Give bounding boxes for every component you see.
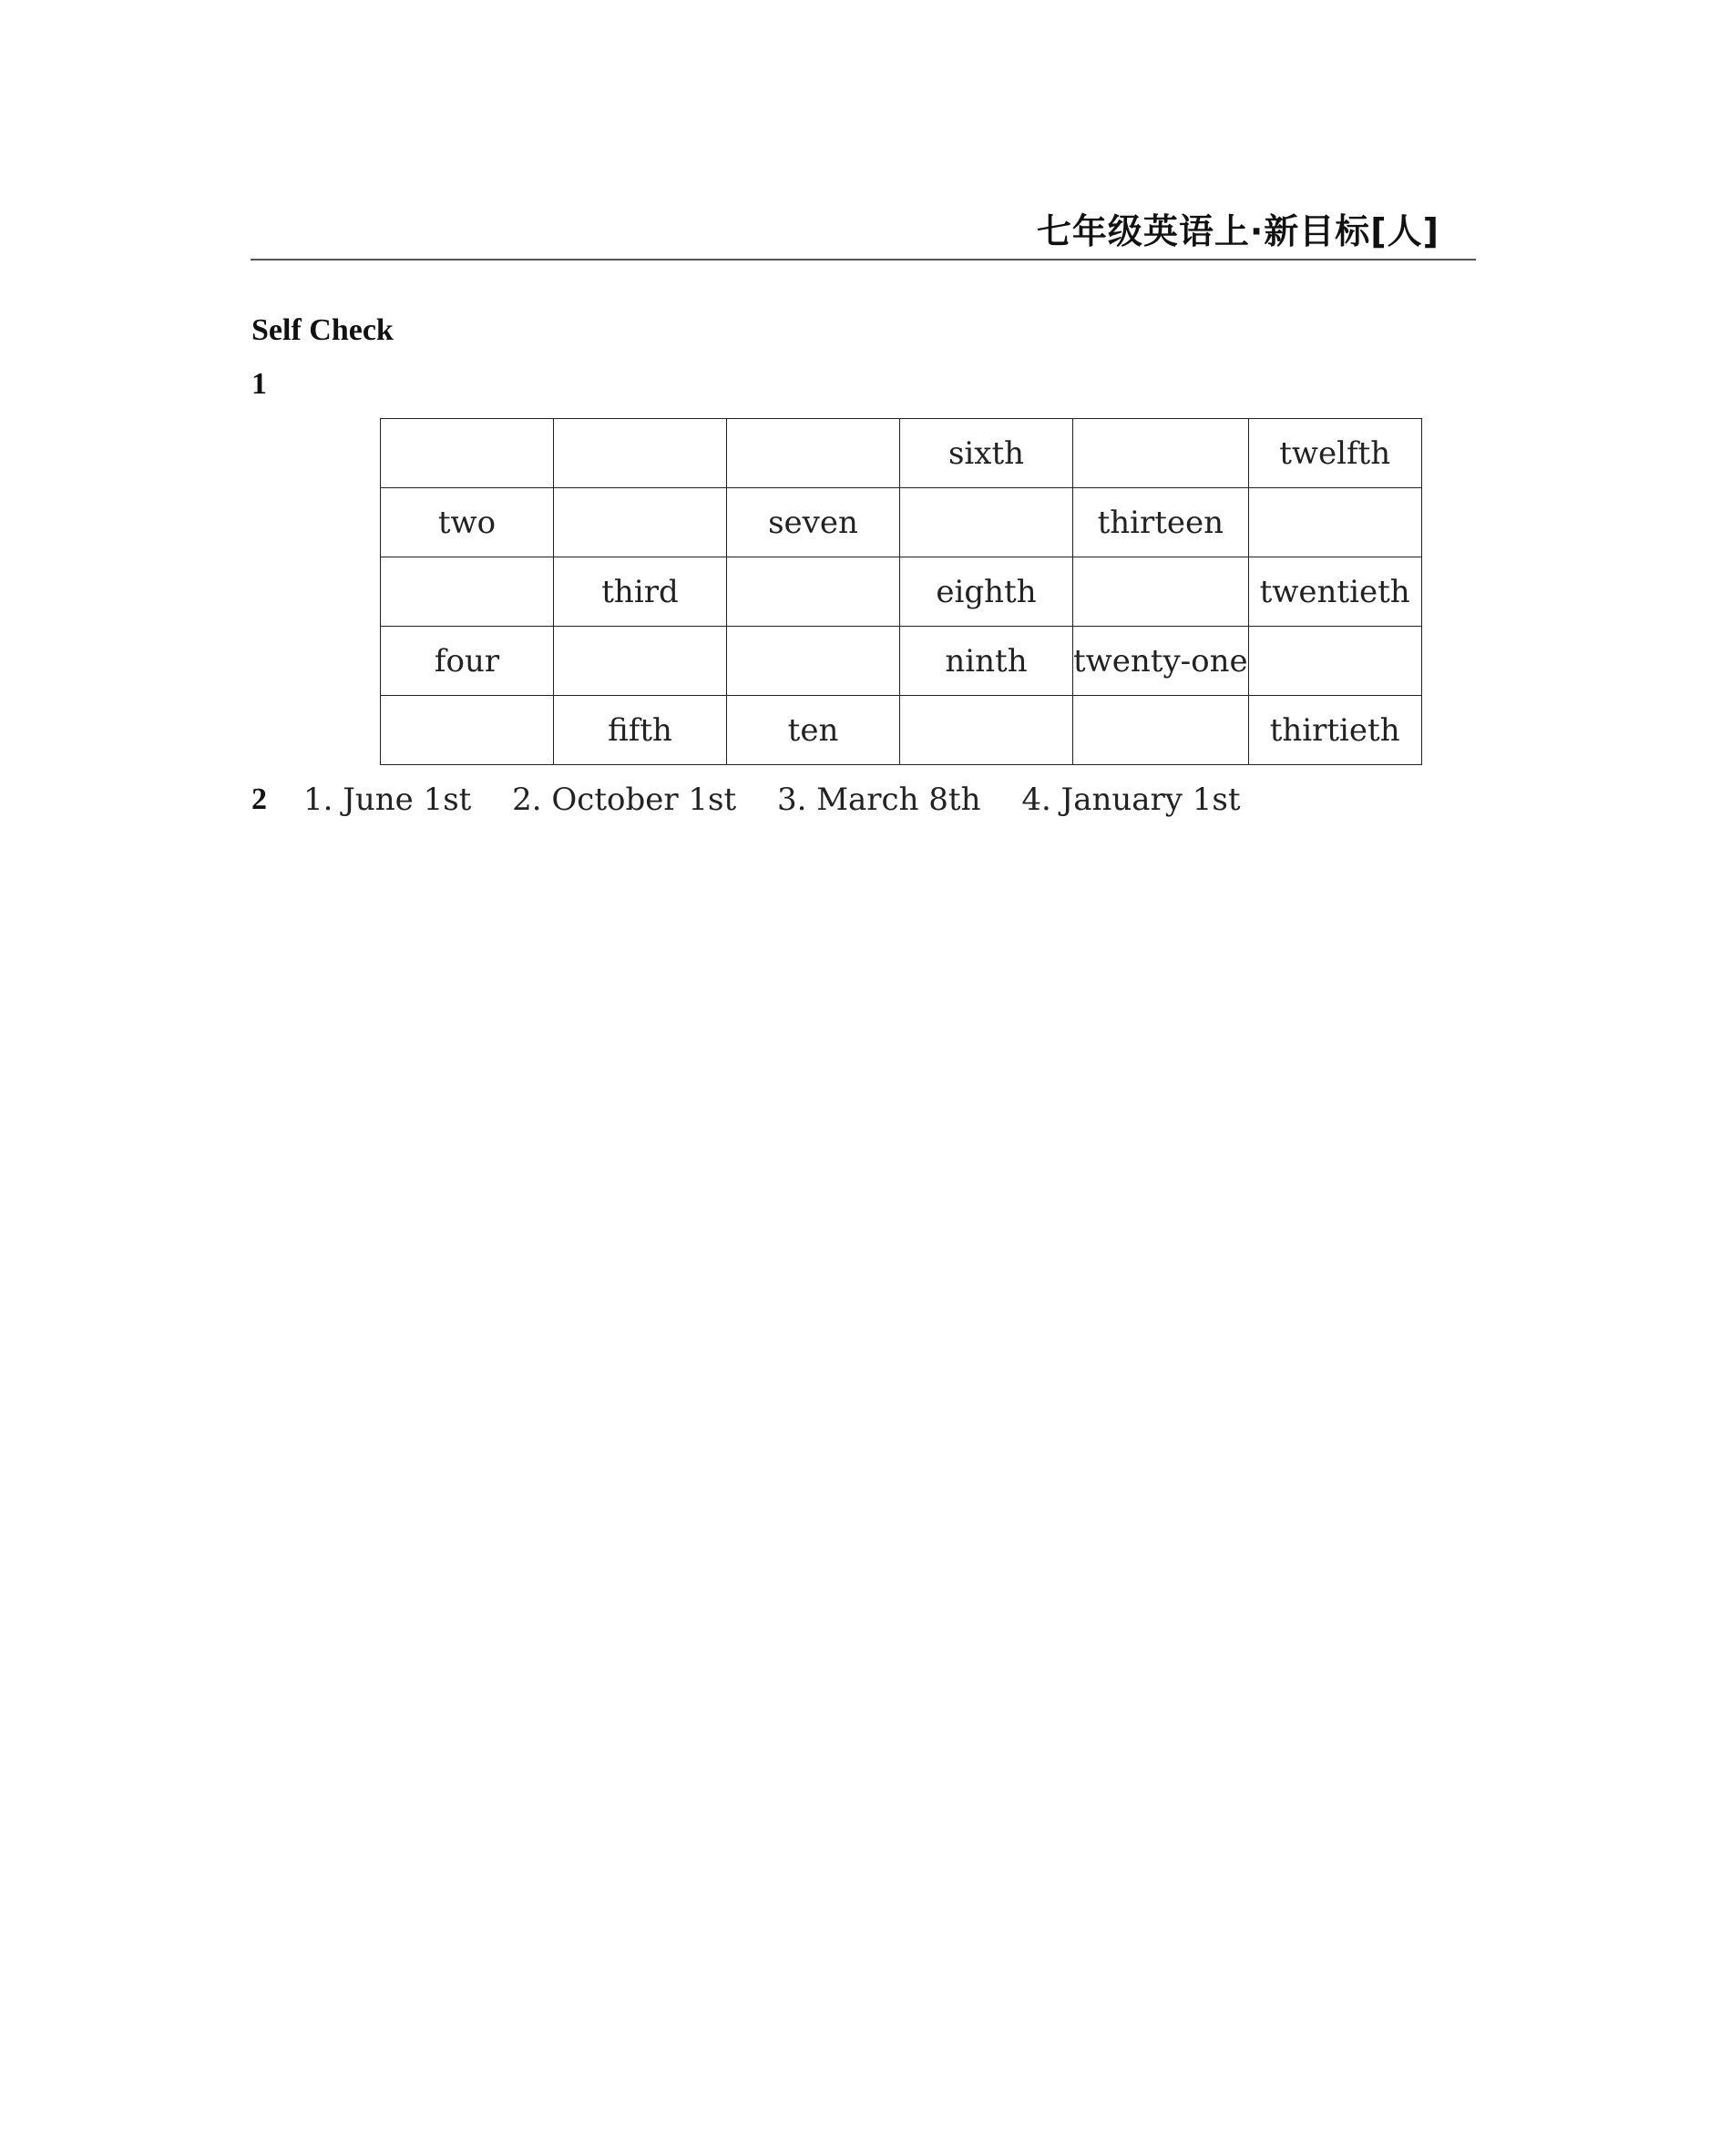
table-cell	[1073, 419, 1249, 488]
question-2-number: 2	[251, 782, 267, 816]
table-row	[381, 557, 1422, 627]
answer-item: 3. March 8th	[776, 782, 981, 818]
table-cell: twenty-one	[1073, 627, 1249, 696]
table-cell	[1248, 627, 1421, 696]
table-cell	[381, 557, 554, 627]
table-cell: thirtieth	[1248, 696, 1421, 765]
answer-item: 1. June 1st	[303, 782, 472, 818]
table-cell	[1073, 696, 1249, 765]
table-row	[381, 696, 1422, 765]
table-cell: seven	[727, 488, 900, 557]
table-cell	[554, 627, 727, 696]
answer-item: 4. January 1st	[1021, 782, 1241, 818]
section-title: Self Check	[251, 313, 394, 347]
answer-item: 2. October 1st	[512, 782, 737, 818]
table-cell	[727, 419, 900, 488]
table-cell: sixth	[900, 419, 1073, 488]
book-title: 七年级英语上·新目标[人]	[1036, 211, 1439, 251]
question-1-number: 1	[251, 367, 267, 401]
question-2-answers	[303, 782, 1272, 818]
table-cell	[381, 696, 554, 765]
table-cell: ninth	[900, 627, 1073, 696]
page-header	[251, 202, 1476, 261]
table-cell: thirteen	[1073, 488, 1249, 557]
table-row	[381, 627, 1422, 696]
table-cell	[727, 627, 900, 696]
table-row	[381, 488, 1422, 557]
table-cell	[554, 419, 727, 488]
table-cell: twelfth	[1248, 419, 1421, 488]
table-cell: ten	[727, 696, 900, 765]
table-cell	[727, 557, 900, 627]
table-cell: fifth	[554, 696, 727, 765]
table-cell	[900, 488, 1073, 557]
table-cell	[381, 419, 554, 488]
table-cell: twentieth	[1248, 557, 1421, 627]
table-cell	[1073, 557, 1249, 627]
table-cell: two	[381, 488, 554, 557]
table-cell	[900, 696, 1073, 765]
table-cell: third	[554, 557, 727, 627]
table-cell	[1248, 488, 1421, 557]
table-cell: eighth	[900, 557, 1073, 627]
number-table	[380, 418, 1422, 765]
table-cell: four	[381, 627, 554, 696]
table-row	[381, 419, 1422, 488]
table-cell	[554, 488, 727, 557]
